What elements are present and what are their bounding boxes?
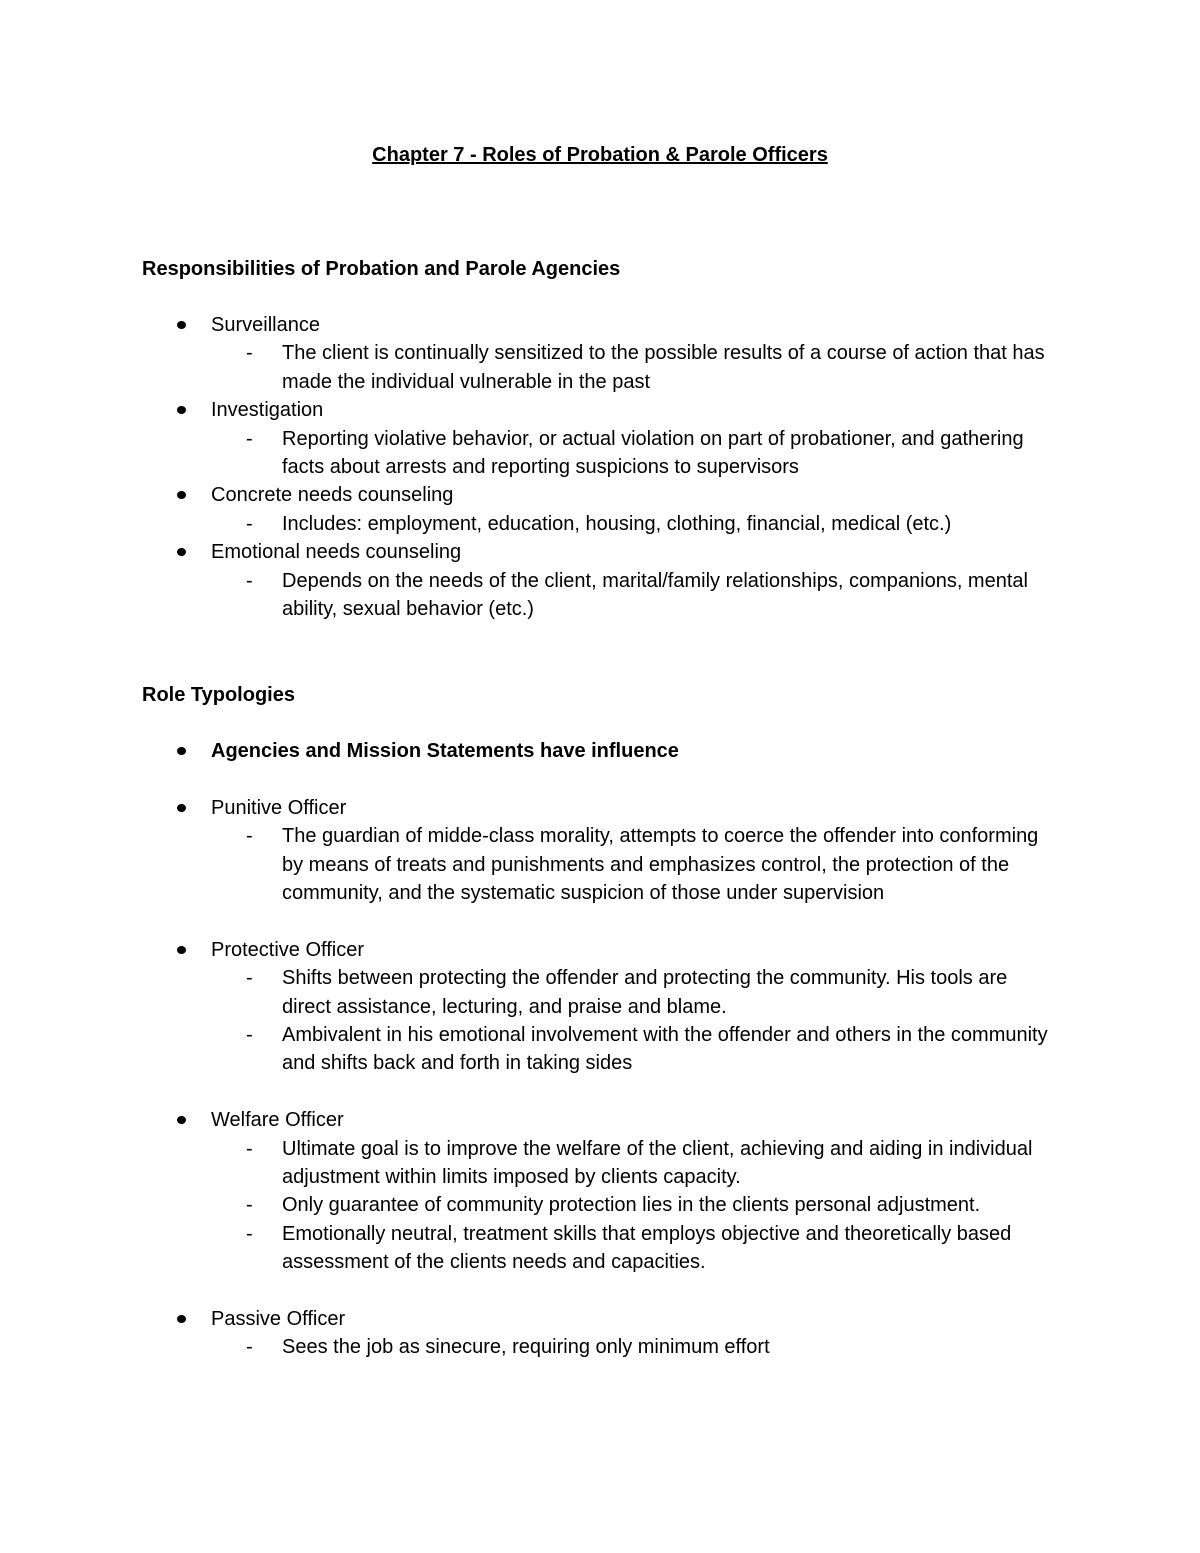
bullet-text: Protective Officer	[211, 938, 365, 961]
list-item	[0, 1106, 1200, 1276]
bullet-text: Emotional needs counseling	[211, 541, 462, 564]
dash-icon: -	[246, 512, 253, 535]
list-item	[0, 538, 1200, 623]
sub-item	[0, 339, 1200, 396]
bullet-text: Surveillance	[211, 314, 320, 336]
sub-item	[0, 1135, 1200, 1192]
sub-list	[0, 425, 1200, 482]
bullet-text: Concrete needs counseling	[211, 484, 454, 507]
bullet-label	[0, 481, 1200, 509]
section-heading-role-typologies: Role Typologies	[142, 684, 295, 706]
sub-item-text: Depends on the needs of the client, marital/family relationships, companions, mental ability, sexual behavior (etc.)	[282, 569, 1028, 621]
list-item	[0, 311, 1200, 396]
dash-icon: -	[246, 342, 253, 365]
bullet-label	[0, 936, 1200, 964]
sub-item	[0, 1333, 1200, 1361]
bullet-icon	[177, 406, 186, 414]
sub-list	[0, 1333, 1200, 1361]
spacer	[0, 765, 1200, 793]
spacer	[0, 1277, 1200, 1305]
sub-list	[0, 510, 1200, 538]
bullet-text: Punitive Officer	[211, 796, 347, 819]
dash-icon: -	[246, 967, 253, 990]
spacer	[0, 1078, 1200, 1106]
dash-icon: -	[246, 1137, 253, 1160]
sub-item-text: Ambivalent in his emotional involvement with the offender and others in the community and shifts back and forth in taking sides	[282, 1024, 1048, 1075]
spacer	[0, 907, 1200, 935]
sub-item	[0, 1021, 1200, 1078]
sub-list	[0, 339, 1200, 396]
page-title: Chapter 7 - Roles of Probation & Parole Officers	[372, 144, 828, 166]
bullet-icon	[177, 491, 186, 499]
list-item	[0, 936, 1200, 1078]
sub-item-text: Ultimate goal is to improve the welfare of the client, achieving and aiding in individual adjustment within limits imposed by clients capacity.	[282, 1137, 1033, 1189]
dash-icon: -	[246, 1336, 253, 1359]
bullet-icon	[177, 946, 186, 954]
dash-icon: -	[246, 825, 253, 848]
bullet-label	[0, 1106, 1200, 1134]
section-heading-responsibilities: Responsibilities of Probation and Parole Agencies	[142, 258, 621, 280]
sub-item-text: Shifts between protecting the offender and protecting the community. His tools are direct assistance, lecturing, and praise and blame.	[282, 967, 1008, 1018]
sub-item	[0, 964, 1200, 1021]
sub-item	[0, 1191, 1200, 1219]
sub-item-text: The guardian of midde-class morality, attempts to coerce the offender into conforming by means of treats and punishments and emphasizes control, the protection of the community, and the systematic suspicion of those under supervision	[282, 825, 1039, 905]
sub-list	[0, 1135, 1200, 1277]
sub-item	[0, 425, 1200, 482]
bullet-text: Welfare Officer	[211, 1109, 344, 1132]
bullet-icon	[177, 1315, 186, 1323]
sub-item-text: Emotionally neutral, treatment skills that employs objective and theoretically based assessment of the clients needs and capacities.	[282, 1222, 1012, 1274]
bullet-label	[0, 396, 1200, 424]
sub-item	[0, 1220, 1200, 1277]
sub-item-text: Sees the job as sinecure, requiring only minimum effort	[282, 1336, 770, 1359]
bullet-icon	[177, 1116, 186, 1124]
bullet-text: Agencies and Mission Statements have influence	[211, 740, 679, 762]
list-item	[0, 794, 1200, 908]
responsibilities-list	[0, 311, 1200, 623]
list-item	[0, 1305, 1200, 1362]
bullet-icon	[177, 747, 186, 755]
role-typologies-list	[0, 737, 1200, 1362]
sub-item-text: Only guarantee of community protection lies in the clients personal adjustment.	[282, 1194, 981, 1217]
sub-item-text: The client is continually sensitized to the possible results of a course of action that has made the individual vulnerable in the past	[282, 342, 1045, 393]
list-item	[0, 481, 1200, 538]
bullet-label	[0, 737, 1200, 765]
bullet-label	[0, 538, 1200, 566]
sub-list	[0, 964, 1200, 1078]
bullet-icon	[177, 804, 186, 812]
bullet-icon	[177, 548, 186, 556]
dash-icon: -	[246, 1024, 253, 1047]
bullet-text: Investigation	[211, 399, 324, 422]
bullet-text: Passive Officer	[211, 1308, 346, 1331]
sub-item	[0, 567, 1200, 624]
sub-list	[0, 822, 1200, 907]
bullet-icon	[177, 321, 186, 329]
sub-item-text: Includes: employment, education, housing, clothing, financial, medical (etc.)	[282, 512, 952, 535]
list-item	[0, 737, 1200, 765]
sub-item-text: Reporting violative behavior, or actual violation on part of probationer, and gathering facts about arrests and reporting suspicions to supervisors	[282, 427, 1024, 479]
dash-icon: -	[246, 427, 253, 450]
sub-list	[0, 567, 1200, 624]
bullet-label	[0, 1305, 1200, 1333]
dash-icon: -	[246, 569, 253, 592]
bullet-label	[0, 794, 1200, 822]
sub-item	[0, 822, 1200, 907]
dash-icon: -	[246, 1222, 253, 1245]
bullet-label	[0, 311, 1200, 339]
dash-icon: -	[246, 1194, 253, 1217]
list-item	[0, 396, 1200, 481]
sub-item	[0, 510, 1200, 538]
